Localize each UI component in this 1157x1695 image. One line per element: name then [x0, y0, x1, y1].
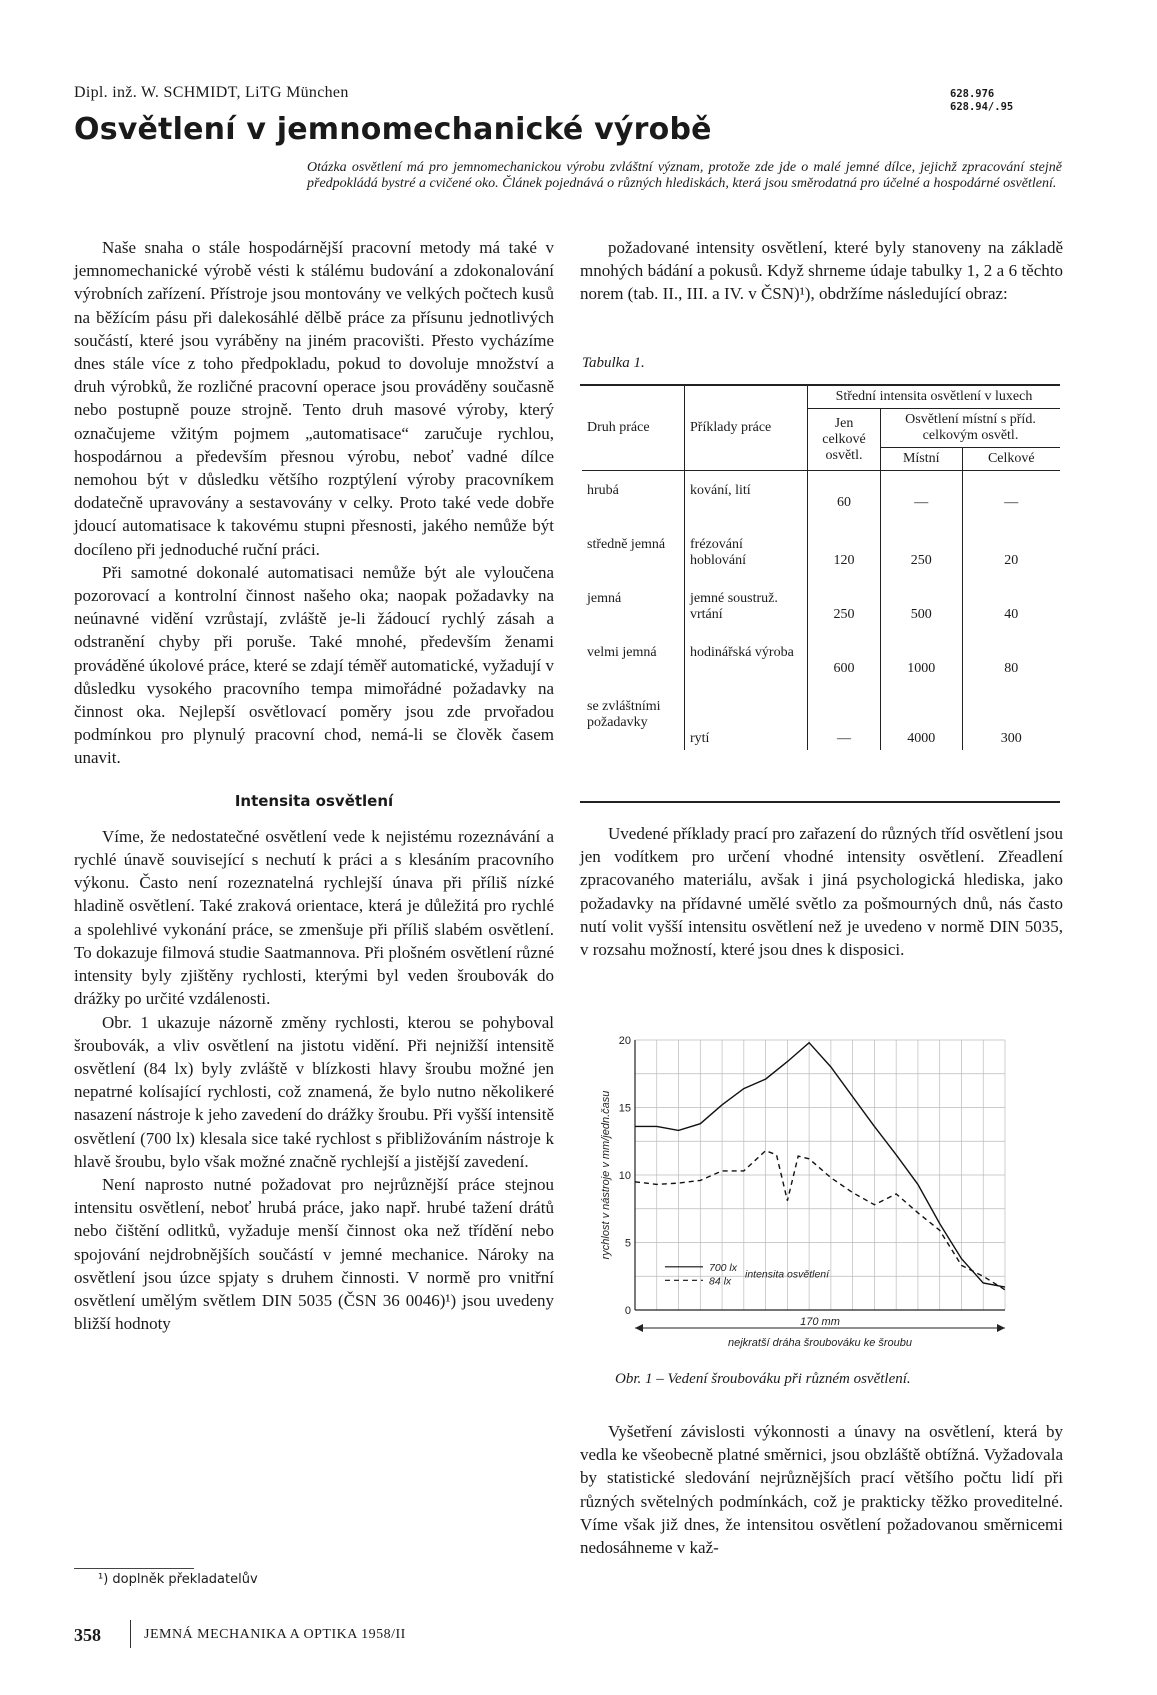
paragraph: Uvedené příklady prací pro zařazení do různých tříd osvětlení jsou jen vodítkem pro určení vhodné intensity osvětlení. Zřeadlení zpracovaného materiálu, avšak i jiná psychologická hlediska, jako požadavky na přídavné umělé světlo za pošmourných dnů, nás často nutí volit vyšší intensitu osvětlení než je uvedeno v normě DIN 5035, v rozsahu možností, které jsou dnes k disposici.: [580, 824, 1063, 960]
paragraph: Naše snaha o stále hospodárnější pracovní metody má také v jemnomechanické výrobě vésti k stálému budování a zdokonalování výrobních zařízení. Přístroje jsou montovány ve velkých počtech kusů na běžícím pásu při dalekosáhlé dělbě práce za přísunu jednotlivých součástí, které jsou vyráběny na jiném pracovišti. Přesto vycházíme dnes stále více z toho předpokladu, pokud to dovoluje množství a druh výrobků, že rozličné pracovní operace jsou prováděny současně nebo postupně pouze strojně. Tento druh masové výroby, který označujeme vžitým pojmem „automatisace“ zaručuje rychlou, hospodárnou a především přesnou výrobu, neboť vadné dílce nemohou být v důsledku většího rozptýlení výroby pracovníkem dodatečně upravovány a sestavovány v celky. Proto také vede dobře jdoucí automatisace k takovému stupni přesnosti, jakého nemůže být docíleno při jednoduché ruční práci.: [74, 238, 554, 559]
table-cell: 500: [881, 588, 963, 642]
table-cell: 80: [1004, 661, 1019, 676]
paragraph: Není naprosto nutné požadovat pro nejrůznější práce stejnou intensitu osvětlení, neboť hrubá práce, jako např. hrubé tažení drátů nebo čištění odlitků, vyžaduje menší činnost oka než třídění nebo spojování nejdrobnějších součástí v jemné mechanice. Nároky na osvětlení jsou úzce spjaty s druhem činnosti. V normě pro vnitřní osvětlení umělým světlem DIN 5035 (ČSN 36 0046)¹) jsou uvedeny bližší hodnoty: [74, 1174, 554, 1334]
page-number: 358: [74, 1625, 101, 1645]
y-axis-label: rychlost v nástroje v mm/jedn.času: [600, 1090, 612, 1260]
y-tick-label: 20: [618, 1035, 631, 1047]
table-cell: rytí: [685, 696, 808, 750]
table-header-druh: Druh práce: [582, 386, 685, 471]
figure-1-chart: [595, 1030, 1015, 1360]
author-byline: Dipl. inž. W. SCHMIDT, LiTG München: [74, 84, 349, 101]
y-tick-label: 0: [624, 1305, 631, 1317]
table-cell: 250: [881, 534, 963, 588]
chart-labels: [600, 1035, 912, 1349]
legend-caption: intensita osvětlení: [745, 1268, 830, 1281]
dimension-arrow-right: [997, 1324, 1005, 1332]
table-row: [582, 471, 1060, 535]
table-cell: 20: [1004, 553, 1019, 568]
table-row: [582, 642, 1060, 696]
table-header-stredni: Střední intensita osvětlení v luxech: [808, 386, 1061, 409]
table-cell: —: [1004, 494, 1019, 510]
y-tick-label: 5: [624, 1237, 631, 1250]
table-cell: —: [808, 696, 881, 750]
table-header-mistni: Místní: [881, 448, 963, 471]
column-right-bottom: [580, 1420, 1063, 1559]
figure-caption: Obr. 1 – Vedení šroubováku při různém osvětlení.: [615, 1371, 911, 1387]
section-heading: Intensita osvětlení: [234, 791, 394, 810]
table-cell: 1000: [881, 642, 963, 696]
column-right-top: [580, 236, 1063, 306]
x-axis-label: nejkratší dráha šroubováku ke šroubu: [727, 1337, 913, 1349]
udc-code-1: 628.976: [950, 88, 995, 100]
table-cell: 40: [1004, 607, 1019, 622]
chart-series: [635, 1043, 1005, 1290]
journal-name: JEMNÁ MECHANIKA A OPTIKA 1958/II: [144, 1627, 406, 1642]
table-cell: jemná: [582, 588, 685, 642]
table-caption: Tabulka 1.: [582, 355, 645, 371]
paragraph: Vyšetření závislosti výkonnosti a únavy na osvětlení, která by vedla ke všeobecně platné směrnici, jsou obzláště obtížná. Vyžadovala by statistické sledování nejrůznějších prací většího počtu lidí při různých světelných podmínkách, což je prakticky těžko proveditelné. Víme však již dnes, že intensitou osvětlení požadovanou směrnicemi nedosáhneme v kaž-: [580, 1422, 1063, 1558]
footnote: ¹) doplněk překladatelův: [98, 1572, 258, 1587]
table-cell: frézování hoblování: [685, 534, 808, 588]
udc-codes: [950, 88, 1013, 114]
chart-axes: [635, 1040, 1005, 1332]
table-cell: hodinářská výroba: [685, 642, 808, 696]
abstract: Otázka osvětlení má pro jemnomechanickou výrobu zvláštní význam, protože zde jde o malé jemné dílce, jejichž zpracování stejně předpokládá bystré a cvičené oko. Článek pojednává o různých hlediskách, která jsou směrodatná pro účelné a hospodárné osvětlení.: [307, 160, 1062, 191]
legend-label: 84 lx: [709, 1275, 732, 1288]
table-cell: středně jemná: [582, 534, 685, 588]
column-left: [74, 236, 554, 1335]
table-row: [582, 534, 1060, 588]
series-line-700lx: [635, 1043, 1005, 1287]
table-header-mistni-group: Osvětlení místní s příd. celkovým osvětl.: [881, 409, 1061, 448]
table-cell: kování, lití: [685, 471, 808, 535]
table-cell: 60: [808, 471, 881, 535]
article-title: Osvětlení v jemnomechanické výrobě: [74, 112, 712, 147]
table-cell: se zvláštními požadavky: [582, 696, 685, 750]
x-dimension-label: 170 mm: [800, 1316, 840, 1328]
table-header-priklady: Příklady práce: [685, 386, 808, 471]
y-tick-label: 15: [618, 1102, 631, 1115]
table-cell: 120: [808, 534, 881, 588]
table-header-jen: Jen celkové osvětl.: [808, 409, 881, 471]
y-tick-label: 10: [618, 1170, 631, 1182]
table-cell: 300: [1000, 731, 1022, 746]
table-header-celkove: Celkové: [962, 448, 1060, 471]
footnote-rule: [74, 1568, 194, 1569]
table-cell: 4000: [881, 696, 963, 750]
udc-code-2: 628.94/.95: [950, 101, 1014, 113]
legend-label: 700 lx: [709, 1261, 738, 1274]
paragraph: Při samotné dokonalé automatisaci nemůže být ale vyloučena pozorovací a kontrolní činnost našeho oka; naopak požadavky na neúnavné vidění vzrůstají, zvláště je-li žádoucí rychlý zásah a odstranění chyby při poruše. Také mnohé, především ženami prováděné úkolové práce, které se zdají téměř automatické, vyžadují v důsledku vysokého pracovního tempa mimořádné požadavky na činnost oka. Nejlepší osvětlovací poměry jsou zde prvořadou podmínkou pro plynulý pracovní chod, nemá-li se člověk časem unavit.: [74, 562, 554, 768]
dimension-arrow-left: [635, 1324, 643, 1332]
table-row: [582, 696, 1060, 750]
table-cell: 250: [808, 588, 881, 642]
folio-divider: [130, 1620, 131, 1648]
table-cell: jemné soustruž. vrtání: [685, 588, 808, 642]
column-right-middle: [580, 822, 1063, 961]
table-cell: —: [881, 471, 963, 535]
paragraph: Víme, že nedostatečné osvětlení vede k nejistému rozeznávání a rychlé únavě související s nechutí k práci a s klesáním pracovního výkonu. Často není rozeznatelná rychlejší únava při příliš nízké hladině osvětlení. Také zraková orientace, která je důležitá pro rychlé a spolehlivé vykonání práce, se zmenšuje při příliš slabém osvětlení. To dokazuje filmová studie Saatmannova. Při plošném osvětlení různé intensity byly zjištěny rychlosti, kterými byl veden šroubovák do drážky po určité vzdálenosti.: [74, 826, 554, 1009]
table-cell: 600: [808, 642, 881, 696]
table-cell: velmi jemná: [582, 642, 685, 696]
paragraph: požadované intensity osvětlení, které byly stanoveny na základě mnohých bádání a pokusů. Když shrneme údaje tabulky 1, 2 a 6 těchto norem (tab. II., III. a IV. v ČSN)¹), obdržíme následující obraz:: [580, 238, 1063, 304]
chart-svg: [595, 1030, 1015, 1360]
intensity-table: [582, 386, 1060, 750]
table-row: [582, 588, 1060, 642]
paragraph: Obr. 1 ukazuje názorně změny rychlosti, kterou se pohyboval šroubovák, a vliv osvětlení na jistotu vidění. Při nejnižší intensitě osvětlení (84 lx) byly zvláště v blízkosti hlavy šroubu možné jen nepatrné kolísající rychlosti, což znamená, že bylo nutno několikeré nasazení nástroje k jeho zavedení do drážky šroubu. Při vyšší intensitě osvětlení (700 lx) klesala sice také rychlost s přibližováním nástroje k hlavě šroubu, bylo však možné značně rychlejší a jistější zavedení.: [74, 1012, 554, 1171]
table-cell: hrubá: [582, 471, 685, 535]
